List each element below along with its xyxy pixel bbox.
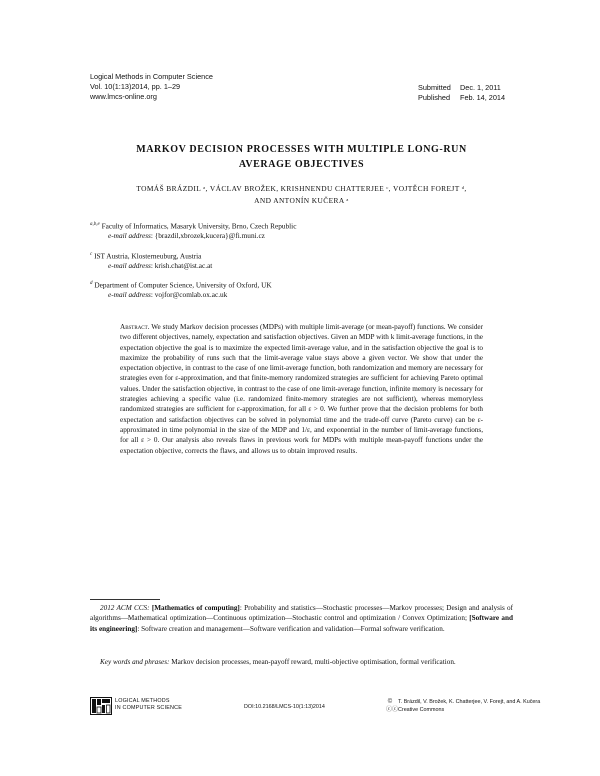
acm-ccs [90, 603, 513, 634]
email-label: e-mail address [108, 290, 151, 300]
email-address[interactable]: : krish.chat@ist.ac.at [150, 261, 213, 271]
authors-line-1: TOMÁŠ BRÁZDIL ᵃ, VÁCLAV BROŽEK, KRISHNENDU CHATTERJEE ᶜ, VOJTĚCH FOREJT ᵈ, [136, 184, 467, 193]
title-line-2: AVERAGE OBJECTIVES [238, 159, 365, 170]
abstract-text: We study Markov decision processes (MDPs) with multiple limit-average (or mean-payoff) functions. We consider two different objectives, namely, expectation and satisfaction objectives. Given an MDP with k limit-average functions, in the expectation objective the goal is to maximize the expected limit-average value, and in the satisfaction objective the goal is to maximize the probability of runs such that the limit-average value stays above a given vector. We show that under the expectation objective, in contrast to the case of one limit-average function, both randomization and memory are necessary for strategies even for ε-approximation, and that finite-memory randomized strategies are sufficient for achieving Pareto optimal values. Under the satisfaction objective, in contrast to the case of one limit-average function, infinite memory is necessary for strategies achieving a specific value (i.e. randomized finite-memory strategies are not sufficient), whereas memoryless randomized strategies are sufficient for ε-approximation, for all ε > 0. We further prove that the decision problems for both expectation and satisfaction objectives can be solved in polynomial time and the trade-off curve (Pareto curve) can be ε-approximated in time polynomial in the size of the MDP and 1/ε, and exponential in the number of limit-average functions, for all ε > 0. Our analysis also reveals flaws in previous work for MDPs with multiple mean-payoff functions under the expectation objective, corrects the flaws, and allows us to obtain improved results. [120, 323, 483, 455]
keywords-text: Markov decision processes, mean-payoff reward, multi-objective optimisation, formal verification. [171, 658, 456, 666]
copyright-text: T. Brázdil, V. Brožek, K. Chatterjee, V. Forejt, and A. Kučera [398, 699, 541, 705]
email-address[interactable]: : {brazdil,xbrozek,kucera}@fi.muni.cz [150, 231, 265, 241]
abstract-label: Abstract. [120, 323, 150, 331]
logo-line-2: IN COMPUTER SCIENCE [115, 704, 182, 711]
ccs-category-2: [Software and its engineering] [90, 614, 513, 633]
creative-commons-icon: ⓒⓒ [386, 707, 399, 713]
email-label: e-mail address [108, 261, 151, 271]
logo-text [115, 698, 182, 711]
email-address[interactable]: : vojfor@comlab.ox.ac.uk [150, 290, 228, 300]
copyright-notice [386, 698, 540, 714]
submitted-date: Dec. 1, 2011 [460, 83, 501, 92]
affiliation-text: Department of Computer Science, University of Oxford, UK [94, 280, 272, 290]
copyright-icon: © [387, 699, 393, 705]
logo-line-1: LOGICAL METHODS [115, 698, 170, 704]
lmcs-logo-icon [90, 697, 112, 715]
journal-header [90, 72, 213, 102]
author-list [90, 183, 513, 207]
affiliation-marker: d [90, 281, 93, 286]
creative-commons-text[interactable]: Creative Commons [398, 707, 445, 713]
affiliation-text: IST Austria, Klosterneuburg, Austria [94, 251, 202, 261]
ccs-text-2: : Software creation and management—Software verification and validation—Formal software verification. [137, 624, 445, 633]
keywords [90, 657, 513, 667]
affiliation-text: Faculty of Informatics, Masaryk University, Brno, Czech Republic [101, 221, 297, 231]
published-label: Published [418, 93, 451, 102]
affiliation-1 [90, 220, 513, 241]
affiliation-2 [90, 250, 513, 271]
keywords-label: Key words and phrases: [100, 658, 170, 666]
journal-name: Logical Methods in Computer Science [90, 72, 213, 81]
authors-line-2: AND ANTONÍN KUČERA ᵃ [254, 196, 349, 205]
journal-volume: Vol. 10(1:13)2014, pp. 1–29 [90, 82, 181, 91]
affiliation-marker: a,b,e [90, 222, 100, 227]
published-date: Feb. 14, 2014 [460, 93, 506, 102]
doi[interactable]: DOI:10.2168/LMCS-10(1:13)2014 [244, 704, 325, 710]
affiliation-marker: c [90, 252, 93, 257]
footnote-divider [90, 599, 160, 600]
abstract [120, 322, 483, 456]
paper-title [90, 142, 513, 172]
ccs-label: 2012 ACM CCS: [100, 604, 150, 612]
title-line-1: MARKOV DECISION PROCESSES WITH MULTIPLE LONG-RUN [136, 144, 467, 155]
email-label: e-mail address [108, 231, 151, 241]
ccs-category-1: [Mathematics of computing] [151, 604, 240, 612]
submitted-label: Submitted [418, 83, 451, 92]
journal-website[interactable]: www.lmcs-online.org [90, 92, 157, 101]
ccs-text-1: : Probability and statistics—Stochastic processes—Markov processes; Design and analysis of algorithms—Mathematical optimization—Continuous optimization—Stochastic control and optimization / Convex Optimization; [90, 604, 514, 623]
submission-dates [418, 83, 505, 103]
affiliation-3 [90, 279, 513, 300]
